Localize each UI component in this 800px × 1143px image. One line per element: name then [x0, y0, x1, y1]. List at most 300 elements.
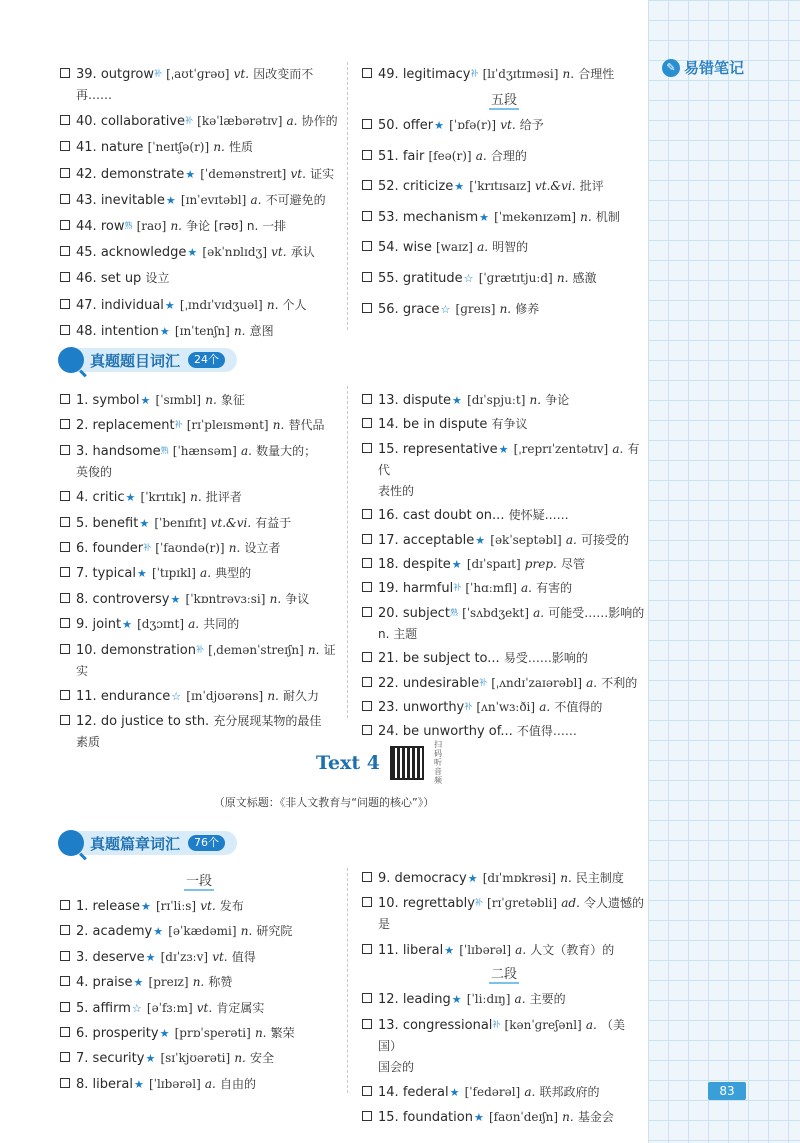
checkbox[interactable]: [60, 542, 70, 552]
entry-phonetic: [preɪz]: [148, 975, 189, 990]
vocab-entry: [362, 505, 646, 526]
entry-number: 12.: [378, 992, 403, 1008]
entry-meaning: 证实: [76, 642, 336, 678]
vocab-entry: [362, 1107, 646, 1128]
entry-pos: vt.&vi.: [535, 179, 576, 194]
vocab-entry: [362, 237, 646, 258]
entry-meaning: 有代: [378, 441, 640, 477]
vocab-list-mid-left: [60, 390, 338, 758]
checkbox[interactable]: [60, 900, 70, 910]
star-icon: ★: [434, 119, 444, 132]
entry-pos: a.: [533, 605, 545, 620]
checkbox[interactable]: [60, 491, 70, 501]
star-icon: ☆: [171, 689, 182, 703]
section-count-badge: 24个: [188, 352, 225, 368]
entry-word: subject: [402, 605, 450, 621]
entry-number: 2.: [76, 924, 93, 940]
checkbox[interactable]: [362, 607, 372, 617]
entry-meaning: 肯定属实: [216, 1000, 265, 1015]
entry-pos: n.: [190, 490, 202, 505]
entry-phonetic: [ˈsɪmbl]: [155, 393, 202, 407]
entry-word: federal: [402, 1084, 449, 1100]
entry-number: 56.: [378, 301, 403, 317]
checkbox[interactable]: [60, 1027, 70, 1037]
checkbox[interactable]: [362, 303, 372, 313]
entry-word: row: [100, 218, 125, 234]
entry-meaning: 修养: [515, 301, 540, 316]
entry-word: foundation: [402, 1110, 473, 1126]
entry-phonetic: [əˈkædəmi]: [168, 924, 237, 939]
entry-meaning: 主要的: [529, 992, 566, 1007]
entry-phonetic: [ˌreprɪˈzentətɪv]: [513, 441, 609, 456]
entry-phonetic: [dɪˈmɒkrəsi]: [482, 871, 557, 885]
entry-word: deserve: [92, 949, 145, 965]
entry-pos: a.: [204, 1076, 216, 1091]
checkbox[interactable]: [60, 445, 70, 455]
entry-number: 13.: [378, 393, 403, 408]
checkbox[interactable]: [60, 115, 70, 125]
entry-pos: n.: [499, 301, 512, 316]
entry-word: fair: [402, 148, 425, 164]
entry-meaning: 机制: [595, 209, 620, 224]
star-icon: ★: [125, 491, 136, 505]
vocab-entry: [60, 1023, 338, 1044]
side-note-label: 易错笔记: [684, 59, 745, 77]
vocab-entry: [362, 390, 646, 411]
entry-meaning: 值得: [231, 949, 256, 964]
section-count-badge: 76个: [188, 835, 225, 851]
star-icon: ★: [145, 1052, 156, 1066]
entry-number: 1.: [76, 393, 93, 408]
star-icon: ★: [165, 193, 176, 207]
entry-meaning: 使怀疑……: [508, 508, 569, 523]
entry-pos: a.: [475, 148, 487, 163]
entry-meaning: 给予: [519, 118, 544, 132]
vocab-entry: [362, 299, 646, 320]
entry-number: 8.: [76, 1076, 93, 1092]
entry-word: nature: [100, 140, 144, 156]
entry-pos: n.: [254, 1025, 267, 1040]
entry-word: outgrow: [100, 67, 154, 82]
vocab-entry: [60, 614, 338, 635]
vocab-entry: [60, 513, 338, 534]
entry-phonetic: [əkˈseptəbl]: [490, 532, 562, 547]
checkbox[interactable]: [362, 509, 372, 519]
vocab-entry: [60, 216, 338, 237]
vocab-entry: [60, 921, 338, 942]
section-title: 真题篇章词汇: [90, 834, 181, 853]
entry-word: democracy: [394, 871, 467, 886]
column-divider: [347, 386, 348, 718]
entry-pos: vt.: [212, 949, 228, 964]
entry-number: 43.: [76, 192, 101, 208]
tag-mark: 补: [196, 644, 205, 654]
entry-word: wise: [402, 240, 432, 256]
entry-meaning: 令人遗憾的是: [378, 896, 645, 932]
checkbox[interactable]: [60, 951, 70, 961]
entry-word: unworthy: [402, 699, 465, 715]
checkbox[interactable]: [60, 644, 70, 654]
vocab-entry: [362, 893, 646, 935]
checkbox[interactable]: [60, 299, 70, 309]
checkbox[interactable]: [362, 180, 372, 190]
checkbox[interactable]: [362, 725, 372, 735]
vocab-entry: [362, 1082, 646, 1103]
checkbox[interactable]: [60, 141, 70, 151]
vocab-entry: [60, 896, 338, 917]
entry-number: 17.: [378, 532, 403, 548]
entry-number: 15.: [378, 441, 403, 457]
entry-pos: n.: [240, 924, 253, 939]
entry-word: criticize: [402, 179, 454, 195]
entry-number: 7.: [76, 1051, 93, 1067]
entry-word: handsome: [92, 443, 161, 459]
entry-meaning: 不利的: [601, 675, 638, 690]
entry-phonetic: [feə(r)]: [428, 148, 472, 163]
entry-number: 4.: [76, 490, 93, 506]
entry-number: 46.: [76, 271, 101, 287]
entry-pos: a.: [524, 1084, 536, 1099]
checkbox[interactable]: [60, 194, 70, 204]
entry-phonetic: [ɡreɪs]: [455, 301, 496, 316]
entry-meaning: 充分展现某物的最佳: [213, 714, 322, 729]
entry-meaning: 因改变而不再……: [76, 67, 314, 102]
entry-pos: a.: [515, 942, 527, 957]
checkbox[interactable]: [362, 211, 372, 221]
entry-meaning: 不值得的: [554, 699, 603, 714]
vocab-entry: [362, 207, 646, 228]
entry-meaning: 争议: [285, 591, 310, 606]
star-icon: ★: [139, 516, 150, 530]
vocab-list-top-left: [60, 64, 338, 347]
entry-word: critic: [92, 490, 125, 506]
entry-phonetic: [kənˈɡreʃənl]: [504, 1017, 582, 1032]
entry-meaning: 耐久力: [283, 688, 320, 703]
entry-phonetic: [ˈsʌbdʒekt]: [462, 605, 530, 620]
entry-number: 44.: [76, 218, 101, 234]
entry-pos: n.: [560, 871, 572, 885]
vocab-entry: [362, 648, 646, 669]
tag-mark: 熟: [124, 220, 133, 230]
entry-number: 53.: [378, 209, 403, 225]
entry-word: gratitude: [402, 270, 463, 286]
checkbox[interactable]: [362, 241, 372, 251]
vocab-entry: [60, 998, 338, 1019]
entry-number: 41.: [76, 140, 101, 156]
entry-meaning: 民主制度: [575, 871, 624, 885]
vocab-entry: [362, 115, 646, 136]
checkbox[interactable]: [362, 119, 372, 129]
entry-number: 47.: [76, 297, 101, 313]
text-title: Text 4: [316, 751, 380, 774]
entry-phonetic: [ˈbenɪfɪt]: [154, 515, 207, 530]
entry-phonetic: [ˈdemənstreɪt]: [200, 166, 287, 181]
entry-pos: n.: [213, 140, 225, 155]
checkbox[interactable]: [60, 419, 70, 429]
tag-mark: 补: [453, 583, 462, 593]
checkbox[interactable]: [60, 976, 70, 986]
entry-number: 54.: [378, 240, 403, 256]
vocab-entry: [60, 111, 338, 132]
entry-meaning: 素质: [76, 735, 101, 750]
vocab-entry: [362, 673, 646, 694]
entry-word: security: [92, 1051, 145, 1067]
entry-pos: a.: [586, 675, 598, 690]
checkbox[interactable]: [60, 325, 70, 335]
vocab-entry: [362, 146, 646, 167]
star-icon: ☆: [463, 271, 474, 285]
entry-number: 5.: [76, 1000, 93, 1016]
entry-pos: n.: [233, 323, 246, 338]
entry-phonetic: [prɒˈsperəti]: [174, 1025, 251, 1040]
entry-word: founder: [92, 540, 144, 556]
entry-number: 4.: [76, 975, 93, 991]
checkbox[interactable]: [60, 517, 70, 527]
entry-phonetic: [ˈliːdɪŋ]: [466, 992, 511, 1007]
star-icon: ★: [451, 993, 462, 1007]
entry-meaning: 合理性: [578, 67, 615, 81]
checkbox[interactable]: [60, 690, 70, 700]
checkbox[interactable]: [60, 394, 70, 404]
vocab-list-bottom-right: [362, 868, 646, 1133]
vocab-entry: [362, 268, 646, 289]
qr-code-icon[interactable]: [390, 746, 424, 780]
entry-word: do justice to sth.: [100, 714, 210, 730]
entry-phonetic: [raʊ]: [136, 218, 167, 233]
entry-meaning: 国会的: [378, 1059, 415, 1074]
star-icon: ★: [133, 1077, 144, 1091]
entry-phonetic: [sɪˈkjʊərəti]: [160, 1051, 231, 1066]
checkbox[interactable]: [362, 701, 372, 711]
checkbox[interactable]: [60, 220, 70, 230]
entry-meaning: 批评: [579, 179, 604, 194]
entry-word: demonstration: [100, 642, 197, 658]
checkbox[interactable]: [362, 993, 372, 1003]
checkbox[interactable]: [362, 677, 372, 687]
checkbox[interactable]: [60, 246, 70, 256]
vocab-entry: [60, 441, 338, 483]
entry-pos: a.: [521, 581, 532, 596]
entry-pos: vt.: [290, 166, 306, 181]
entry-meaning: 尽管: [560, 556, 585, 571]
entry-number: 16.: [378, 508, 403, 524]
column-divider: [347, 62, 348, 330]
entry-word: replacement: [92, 418, 175, 434]
vocab-entry: [60, 242, 338, 263]
checkbox[interactable]: [60, 1002, 70, 1012]
entry-meaning: 可接受的: [580, 532, 629, 547]
entry-meaning: 象征: [220, 393, 245, 407]
checkbox[interactable]: [362, 418, 372, 428]
entry-meaning: 批评者: [205, 490, 242, 505]
checkbox[interactable]: [60, 272, 70, 282]
vocab-entry: [60, 390, 338, 411]
entry-word: academy: [92, 924, 153, 940]
entry-pos: n.: [205, 393, 217, 407]
entry-number: 20.: [378, 605, 403, 621]
checkbox[interactable]: [362, 944, 372, 954]
entry-word: typical: [92, 566, 136, 582]
entry-pos: n.: [556, 270, 569, 285]
checkbox[interactable]: [60, 593, 70, 603]
checkbox[interactable]: [362, 1111, 372, 1121]
entry-word: cast doubt on...: [402, 508, 505, 524]
entry-meaning: 明智的: [492, 240, 529, 255]
entry-pos: vt.: [500, 118, 516, 132]
entry-word: leading: [402, 992, 451, 1008]
entry-phonetic: [ˌaʊtˈɡrəʊ]: [166, 67, 230, 81]
checkbox[interactable]: [362, 394, 372, 404]
checkbox[interactable]: [60, 168, 70, 178]
checkbox[interactable]: [362, 652, 372, 662]
vocab-entry: [60, 268, 338, 289]
checkbox[interactable]: [362, 272, 372, 282]
entry-meaning: 不值得……: [516, 724, 577, 739]
vocab-entry: [362, 1015, 646, 1078]
vocab-entry: [60, 64, 338, 106]
checkbox[interactable]: [362, 150, 372, 160]
vocab-entry: [60, 137, 338, 158]
star-icon: ★: [444, 943, 455, 957]
entry-phonetic: [ˈneɪtʃə(r)]: [147, 140, 210, 155]
entry-number: 8.: [76, 591, 93, 607]
entry-meaning: 不可避免的: [265, 192, 326, 207]
entry-number: 7.: [76, 566, 93, 582]
entry-phonetic: [ˈɡrætɪtjuːd]: [478, 270, 553, 285]
star-icon: ★: [153, 925, 164, 939]
entry-word: liberal: [402, 942, 444, 958]
entry-number: 48.: [76, 323, 101, 339]
star-icon: ★: [159, 1026, 170, 1040]
entry-meaning: 有害的: [536, 581, 573, 596]
section-header-passage-vocab: [58, 830, 237, 856]
entry-number: 24.: [378, 724, 403, 740]
entry-meaning: 表性的: [378, 483, 415, 498]
checkbox[interactable]: [362, 582, 372, 592]
checkbox[interactable]: [362, 534, 372, 544]
vocab-entry: [60, 1074, 338, 1095]
checkbox[interactable]: [362, 558, 372, 568]
entry-pos: vt.: [233, 67, 250, 81]
vocab-entry: [362, 439, 646, 502]
entry-pos: n.: [170, 218, 182, 233]
checkbox[interactable]: [362, 443, 372, 453]
entry-word: prosperity: [92, 1025, 159, 1041]
star-icon: ★: [449, 1085, 460, 1099]
entry-meaning: 研究院: [256, 924, 293, 939]
paragraph-marker: 五段: [490, 93, 517, 108]
entry-meaning: 设立者: [244, 540, 281, 555]
entry-pos: a.: [565, 532, 577, 547]
entry-pos: ad.: [561, 896, 580, 911]
entry-meaning: 联邦政府的: [539, 1084, 600, 1099]
entry-pos: a.: [286, 114, 298, 129]
checkbox[interactable]: [60, 715, 70, 725]
entry-number: 1.: [76, 899, 93, 914]
entry-word: be unworthy of...: [402, 724, 513, 740]
entry-number: 6.: [76, 1025, 93, 1041]
checkbox[interactable]: [60, 1052, 70, 1062]
entry-phonetic: [faʊnˈdeɪʃn]: [488, 1110, 559, 1125]
entry-number: 15.: [378, 1110, 403, 1126]
vocab-entry: [362, 64, 646, 85]
entry-phonetic: [lɪˈdʒɪtɪməsi]: [482, 67, 559, 81]
checkbox[interactable]: [362, 1019, 372, 1029]
entry-phonetic: [rɪˈliːs]: [155, 899, 197, 913]
vocab-entry: [60, 164, 338, 185]
vocab-entry: [362, 176, 646, 197]
entry-word: symbol: [92, 393, 140, 408]
entry-number: 21.: [378, 651, 403, 667]
entry-pos: vt.: [196, 1000, 213, 1015]
entry-phonetic: [ˈlɪbərəl]: [148, 1076, 201, 1091]
entry-meaning: （美国）: [378, 1017, 626, 1053]
entry-meaning: 称赞: [208, 975, 233, 990]
entry-number: 13.: [378, 1017, 403, 1033]
entry-number: 11.: [76, 688, 101, 704]
checkbox[interactable]: [60, 1078, 70, 1088]
entry-word: controversy: [92, 591, 170, 607]
entry-number: 6.: [76, 540, 93, 556]
entry-word: individual: [100, 297, 164, 313]
entry-phonetic: [ˈkrɪtɪk]: [140, 490, 186, 505]
checkbox[interactable]: [60, 567, 70, 577]
entry-phonetic: [ˌdemənˈstreɪʃn]: [208, 642, 304, 657]
vocab-entry: [60, 947, 338, 968]
checkbox[interactable]: [362, 1086, 372, 1096]
star-icon: ★: [159, 324, 170, 338]
entry-meaning: 人文（教育）的: [530, 942, 615, 957]
entry-meaning: 承认: [290, 245, 315, 260]
checkbox[interactable]: [362, 68, 372, 78]
checkbox[interactable]: [362, 872, 372, 882]
star-icon: ★: [475, 533, 486, 547]
vocab-entry: [60, 415, 338, 436]
entry-pos: a.: [539, 699, 551, 714]
star-icon: ★: [170, 592, 181, 606]
section-title: 真题题目词汇: [90, 351, 181, 370]
vocab-entry: [60, 972, 338, 993]
star-icon: ★: [479, 210, 489, 224]
entry-number: 9.: [76, 617, 93, 633]
entry-meaning: 数量大的；: [256, 443, 317, 458]
entry-meaning: n. 主题: [378, 626, 418, 641]
star-icon: ★: [133, 976, 144, 990]
entry-meaning: 自由的: [220, 1076, 257, 1091]
entry-phonetic: [ˈfedərəl]: [464, 1084, 521, 1099]
entry-word: be in dispute: [402, 417, 488, 433]
vocab-entry: [362, 603, 646, 645]
entry-word: offer: [402, 118, 434, 133]
entry-number: 10.: [76, 642, 101, 658]
checkbox[interactable]: [362, 897, 372, 907]
entry-phonetic: [ɪnˈevɪtəbl]: [180, 192, 247, 207]
entry-phonetic: [ˈlɪbərəl]: [459, 942, 512, 957]
checkbox[interactable]: [60, 925, 70, 935]
entry-pos: vt.: [200, 899, 216, 913]
grid-margin: [648, 0, 800, 1143]
checkbox[interactable]: [60, 68, 70, 78]
checkbox[interactable]: [60, 618, 70, 628]
entry-word: representative: [402, 441, 498, 457]
entry-number: 23.: [378, 699, 403, 715]
entry-pos: n.: [272, 418, 285, 433]
star-icon: ☆: [440, 302, 451, 316]
entry-pos: n.: [234, 1051, 246, 1066]
entry-number: 39.: [76, 67, 101, 82]
entry-word: benefit: [92, 515, 139, 531]
vocab-entry: [60, 711, 338, 753]
